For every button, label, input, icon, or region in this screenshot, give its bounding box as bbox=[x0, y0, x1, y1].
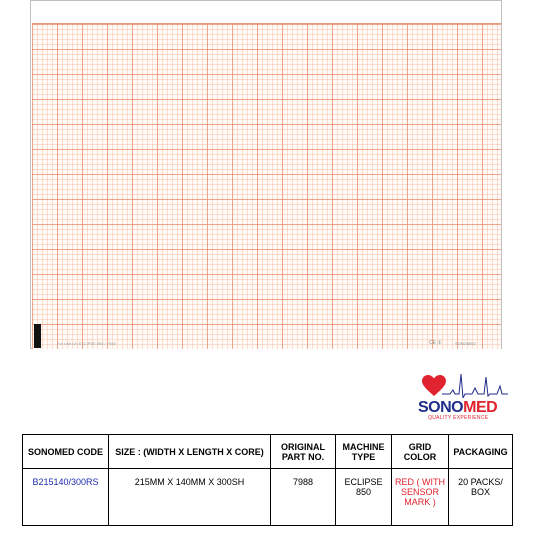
sheet-footer-text: For Use On ECLIPSE 850 / 7988 bbox=[57, 341, 116, 346]
header-packaging: PACKAGING bbox=[449, 435, 513, 469]
cell-part: 7988 bbox=[271, 469, 336, 526]
sonomed-logo bbox=[418, 372, 510, 422]
cell-machine: ECLIPSE 850 bbox=[336, 469, 392, 526]
logo-tagline: QUALITY EXPERIENCE bbox=[428, 415, 489, 421]
cell-code: B215140/300RS bbox=[23, 469, 109, 526]
spec-table bbox=[22, 434, 513, 526]
ecg-paper-sheet bbox=[30, 0, 502, 349]
table-row bbox=[23, 469, 513, 526]
header-code: SONOMED CODE bbox=[23, 435, 109, 469]
cell-packaging: 20 PACKS/ BOX bbox=[449, 469, 513, 526]
cell-size: 215MM X 140MM X 300SH bbox=[109, 469, 271, 526]
header-size: SIZE : (WIDTH X LENGTH X CORE) bbox=[109, 435, 271, 469]
sheet-footer-brand: SONOMED bbox=[455, 341, 476, 346]
cell-grid-color: RED ( WITH SENSOR MARK ) bbox=[392, 469, 449, 526]
sensor-mark bbox=[34, 324, 41, 348]
header-part: ORIGINAL PART NO. bbox=[271, 435, 336, 469]
ecg-grid bbox=[32, 23, 501, 349]
table-header-row bbox=[23, 435, 513, 469]
ecg-wave-icon bbox=[442, 372, 508, 398]
header-grid: GRID COLOR bbox=[392, 435, 449, 469]
ce-mark: CE ① bbox=[429, 340, 442, 346]
header-machine: MACHINE TYPE bbox=[336, 435, 392, 469]
logo-wordmark: SONOMED bbox=[418, 399, 498, 416]
